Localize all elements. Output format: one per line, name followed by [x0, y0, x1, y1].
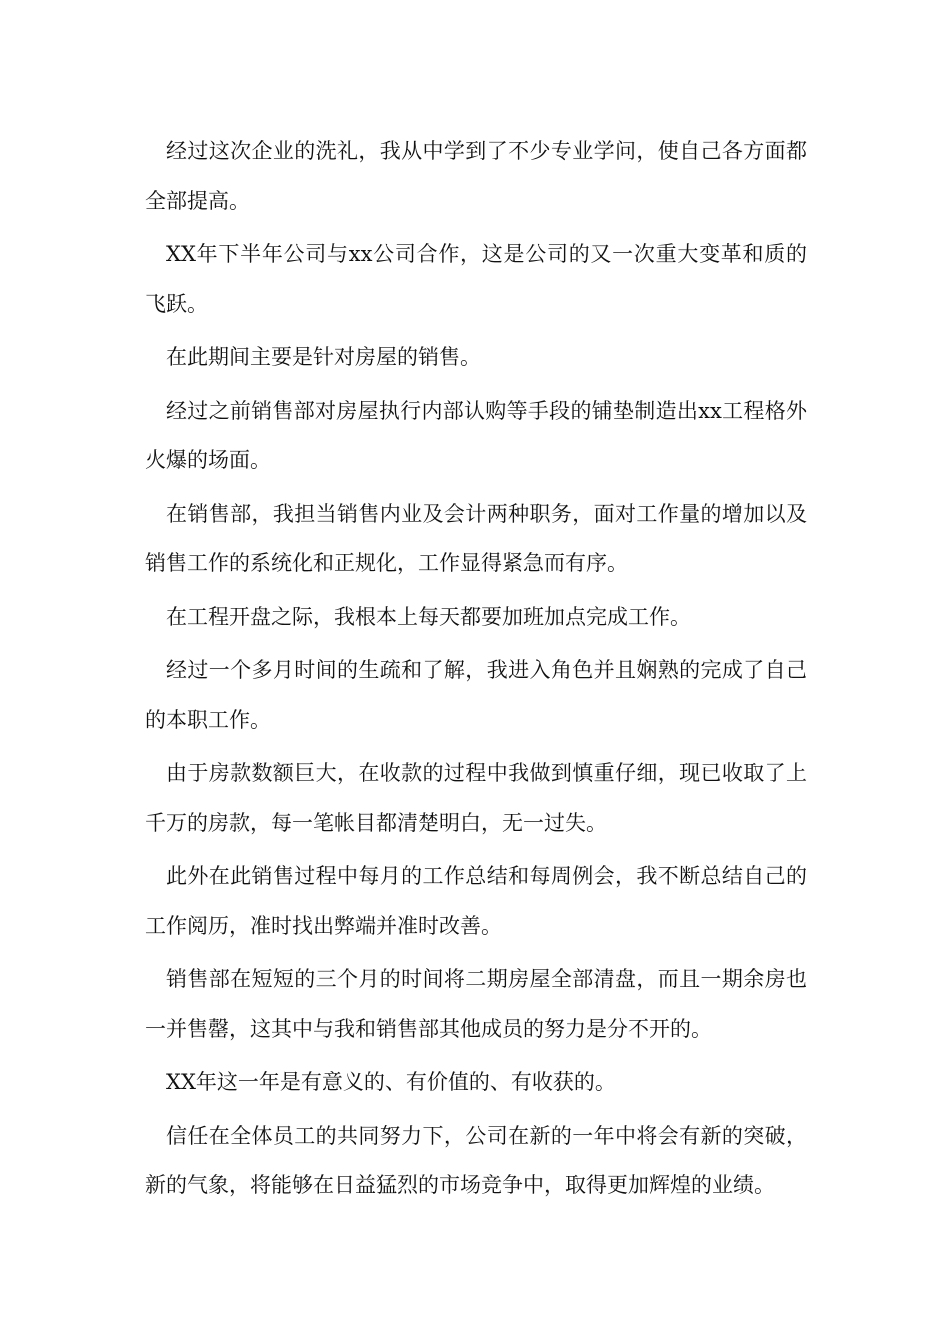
paragraph: 在工程开盘之际，我根本上每天都要加班加点完成工作。 — [166, 604, 691, 629]
paragraph: 经过这次企业的洗礼，我从中学到了不少专业学问，使自己各方面都全部提高。 — [145, 139, 807, 213]
paragraph: 信任在全体员工的共同努力下，公司在新的一年中将会有新的突破，新的气象，将能够在日益猛烈的市场竞争中，取得更加辉煌的业绩。 — [145, 1123, 807, 1197]
paragraph: 由于房款数额巨大，在收款的过程中我做到慎重仔细，现已收取了上千万的房款，每一笔帐目都清楚明白，无一过失。 — [145, 761, 807, 835]
paragraph: 经过之前销售部对房屋执行内部认购等手段的铺垫制造出xx工程格外火爆的场面。 — [145, 398, 807, 472]
paragraph: 销售部在短短的三个月的时间将二期房屋全部清盘，而且一期余房也一并售罄，这其中与我和销售部其他成员的努力是分不开的。 — [145, 967, 807, 1041]
paragraph: XX年这一年是有意义的、有价值的、有收获的。 — [166, 1070, 616, 1094]
paragraph: XX年下半年公司与xx公司合作，这是公司的又一次重大变革和质的飞跃。 — [145, 242, 807, 316]
paragraph: 在销售部，我担当销售内业及会计两种职务，面对工作量的增加以及销售工作的系统化和正规化，工作显得紧急而有序。 — [145, 501, 807, 575]
paragraph: 在此期间主要是针对房屋的销售。 — [166, 345, 481, 369]
paragraph: 经过一个多月时间的生疏和了解，我进入角色并且娴熟的完成了自己的本职工作。 — [145, 658, 807, 732]
paragraph: 此外在此销售过程中每月的工作总结和每周例会，我不断总结自己的工作阅历，准时找出弊端并准时改善。 — [145, 864, 807, 938]
document-body — [145, 127, 807, 1215]
